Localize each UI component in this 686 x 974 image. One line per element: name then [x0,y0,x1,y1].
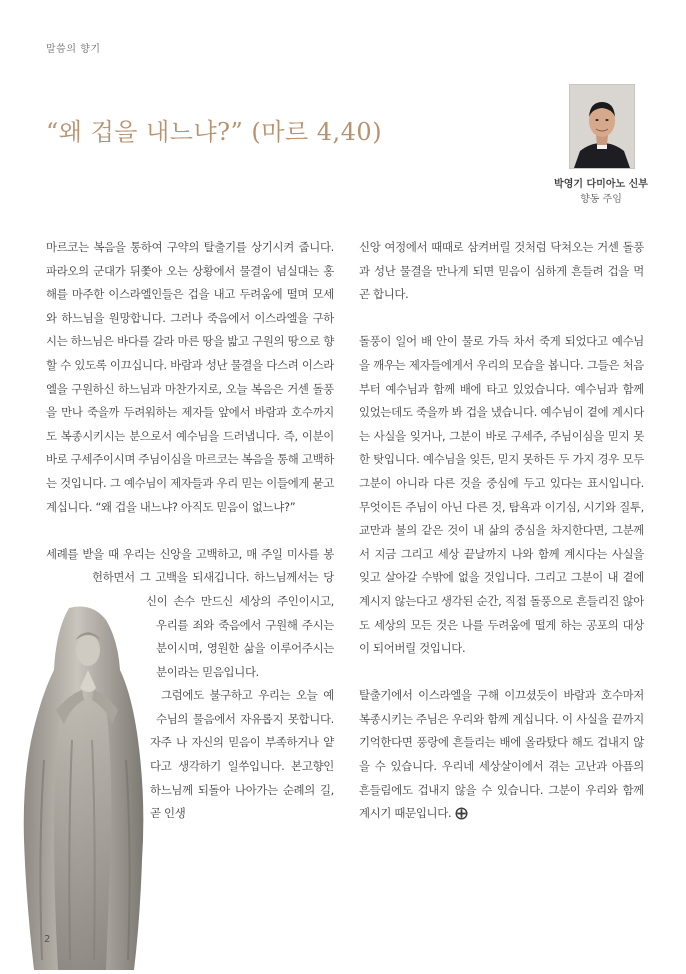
page-number: 2 [44,934,51,945]
paragraph: 돌풍이 일어 배 안이 물로 가득 차서 죽게 되었다고 예수님을 깨우는 제자들에게서 우리의 모습을 봅니다. 그들은 처음부터 예수님과 함께 배에 타고 있었습니다. 예수님과 함께 있었는데도 죽을까 봐 겁을 냈습니다. 예수님이 곁에 계시다는 사실을 잊거나, 그분이 바로 구세주, 주님이심을 믿지 못한 탓입니다. 예수님을 잊든, 믿지 못하든 두 가지 경우 모두 그분이 아니라 다른 것을 중심에 두고 있다는 표시입니다. 무엇이든 주님이 아닌 다른 것, 탐욕과 이기심, 시기와 질투, 교만과 불의 같은 것이 내 삶의 중심을 차지한다면, 그분께서 지금 그리고 세상 끝날까지 나와 함께 계시다는 사실을 잊고 살아갈 수밖에 없을 것입니다. 그리고 그분이 내 곁에 계시지 않는다고 생각된 순간, 직접 돌풍으로 흔들리진 않아도 세상의 모든 것은 나를 두려움에 떨게 하는 공포의 대상이 되어버릴 것입니다. [359,334,644,656]
right-column [359,236,644,829]
paragraph: 마르코는 복음을 통하여 구약의 탈출기를 상기시켜 줍니다. 파라오의 군대가 뒤쫓아 오는 상황에서 물결이 넘실대는 홍해를 마주한 이스라엘인들은 겁을 내고 두려움에 떨며 모세와 하느님을 원망합니다. 그러나 죽음에서 이스라엘을 구하시는 하느님은 바다를 갈라 마른 땅을 밟고 구원의 땅으로 향할 수 있도록 이끄십니다. 바람과 성난 물결을 다스려 이스라엘을 구원하신 하느님과 마찬가지로, 오늘 복음은 거센 돌풍을 만나 죽을까 두려워하는 제자들 앞에서 바람과 호수까지도 복종시키시는 분으로서 예수님을 드러냅니다. 즉, 이분이 바로 구세주이시며 주님이심을 마르코는 복음을 통해 고백하는 것입니다. 그 예수님이 제자들과 우리 믿는 이들에게 묻고 계십니다. “왜 겁을 내느냐? 아직도 믿음이 없느냐?” [46,240,334,514]
page-title: “왜 겁을 내느냐?” (마르 4,40) [46,118,383,146]
section-label: 말씀의 향기 [46,44,101,55]
paragraph [359,684,644,829]
author-photo [569,84,635,169]
praying-madonna-statue-image [14,600,159,970]
priest-portrait-photo [570,85,634,168]
paragraph: 신앙 여정에서 때때로 삼켜버릴 것처럼 닥쳐오는 거센 돌풍과 성난 물결을 만나게 되면 믿음이 심하게 흔들려 겁을 먹곤 합니다. [359,240,644,302]
paragraph: 세례를 받을 때 우리는 신앙을 고백하고, 매 주일 미사를 봉헌하면서 그 고백을 되새깁니다. 하느님께서는 당신이 손수 만드신 세상의 주인이시고, 우리를 죄와 죽음에서 구원해 주시는 분이시며, 영원한 삶을 이루어주시는 분이라는 믿음입니다. [46,546,334,679]
cross-end-mark-icon [455,805,468,829]
author-name: 박영기 다미아노 신부 [554,179,648,190]
author-role: 향동 주임 [580,194,622,205]
paragraph: 그럼에도 불구하고 우리는 오늘 예수님의 물음에서 자유롭지 못합니다. 자주 나 자신의 믿음이 부족하거나 얕다고 생각하기 일쑤입니다. 본고향인 하느님께 되돌아 나아가는 순례의 길, 곧 인생 [150,688,334,821]
paragraph-text: 탈출기에서 이스라엘을 구해 이끄셨듯이 바람과 호수마저 복종시키는 주님은 우리와 함께 계십니다. 이 사실을 끝까지 기억한다면 풍랑에 흔들리는 배에 올라탔다 해도 겁내지 않을 수 있습니다. 우리네 세상살이에서 겪는 고난과 아픔의 흔들림에도 겁내지 않을 수 있습니다. 그분이 우리와 함께 계시기 때문입니다. [359,688,644,821]
